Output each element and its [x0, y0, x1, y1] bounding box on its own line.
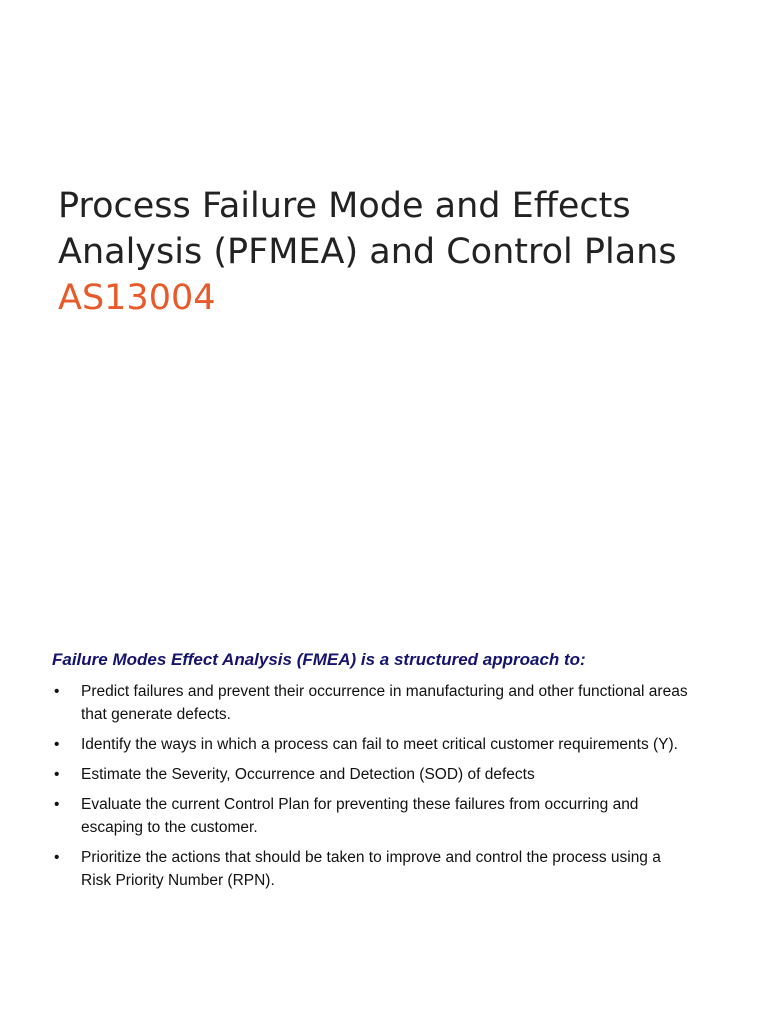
intro-heading: Failure Modes Effect Analysis (FMEA) is a structured approach to:: [52, 650, 586, 669]
page-title: [58, 183, 738, 321]
bullet-text: Estimate the Severity, Occurrence and Detection (SOD) of defects: [81, 766, 535, 783]
list-item: [52, 846, 692, 892]
title-main: Process Failure Mode and Effects Analysis (PFMEA) and Control Plans: [58, 186, 677, 272]
bullet-list: [52, 680, 692, 899]
list-item: [52, 763, 692, 786]
bullet-icon: •: [54, 796, 60, 813]
bullet-text: Evaluate the current Control Plan for preventing these failures from occurring and escaping to the customer.: [81, 796, 639, 836]
list-item: [52, 733, 692, 756]
bullet-icon: •: [54, 766, 60, 783]
bullet-icon: •: [54, 736, 60, 753]
title-accent: AS13004: [58, 278, 216, 318]
bullet-text: Predict failures and prevent their occurrence in manufacturing and other functional areas that generate defects.: [81, 683, 688, 723]
bullet-icon: •: [54, 683, 60, 700]
bullet-icon: •: [54, 849, 60, 866]
bullet-text: Identify the ways in which a process can fail to meet critical customer requirements (Y).: [81, 736, 678, 753]
list-item: [52, 793, 692, 839]
list-item: [52, 680, 692, 726]
bullet-text: Prioritize the actions that should be taken to improve and control the process using a Risk Priority Number (RPN).: [81, 849, 661, 889]
